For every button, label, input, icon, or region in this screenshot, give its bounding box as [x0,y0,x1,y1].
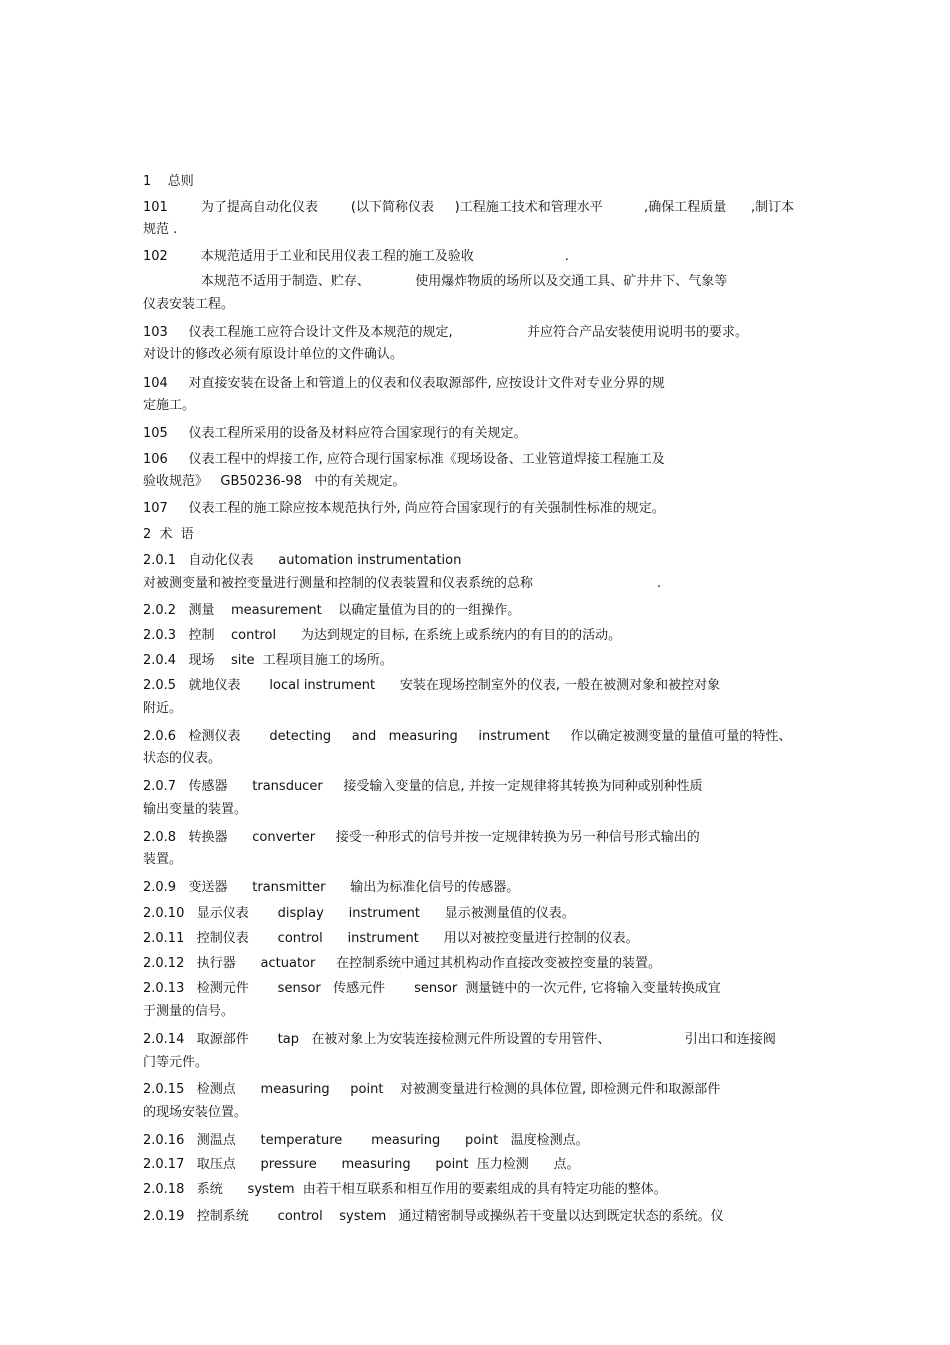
term-line: 2.0.12 执行器 actuator 在控制系统中通过其机构动作直接改变被控变量的装置。 [143,956,662,971]
term-line: 门等元件。 [143,1055,209,1070]
paragraph-line: 103 仪表工程施工应符合设计文件及本规范的规定, 并应符合产品安装使用说明书的要求。 [143,325,748,340]
term-line: 于测量的信号。 [143,1004,235,1019]
section-heading: 1 总则 [143,174,194,189]
paragraph-line: 102 本规范适用于工业和民用仪表工程的施工及验收 . [143,249,569,264]
term-line: 2.0.7 传感器 transducer 接受输入变量的信息, 并按一定规律将其转换为同种或别种性质 [143,779,703,794]
term-line: 2.0.17 取压点 pressure measuring point 压力检测 点。 [143,1157,580,1172]
term-line: 2.0.1 自动化仪表 automation instrumentation [143,553,462,568]
paragraph-line: 107 仪表工程的施工除应按本规范执行外, 尚应符合国家现行的有关强制性标准的规定。 [143,501,665,516]
term-line: 2.0.11 控制仪表 control instrument 用以对被控变量进行控制的仪表。 [143,931,639,946]
term-line: 2.0.13 检测元件 sensor 传感元件 sensor 测量链中的一次元件, 它将输入变量转换成宜 [143,981,721,996]
paragraph-line: 规范 . [143,222,178,237]
term-line: 2.0.8 转换器 converter 接受一种形式的信号并按一定规律转换为另一种信号形式输出的 [143,830,700,845]
term-line: 2.0.14 取源部件 tap 在被对象上为安装连接检测元件所设置的专用管件、 引出口和连接阀 [143,1032,776,1047]
paragraph-line: 验收规范》 GB50236-98 中的有关规定。 [143,474,406,489]
term-line: 装置。 [143,852,183,867]
term-line: 2.0.2 测量 measurement 以确定量值为目的的一组操作。 [143,603,521,618]
paragraph-line: 104 对直接安装在设备上和管道上的仪表和仪表取源部件, 应按设计文件对专业分界的规 [143,376,665,391]
term-line: 状态的仪表。 [143,751,222,766]
term-line: 2.0.15 检测点 measuring point 对被测变量进行检测的具体位置, 即检测元件和取源部件 [143,1082,721,1097]
term-line: 对被测变量和被控变量进行测量和控制的仪表装置和仪表系统的总称 . [143,576,662,591]
paragraph-line: 本规范不适用于制造、贮存、 使用爆炸物质的场所以及交通工具、矿井井下、气象等 [143,274,728,289]
term-line: 的现场安装位置。 [143,1105,248,1120]
section-heading: 2 术 语 [143,527,194,542]
term-line: 2.0.10 显示仪表 display instrument 显示被测量值的仪表。 [143,906,575,921]
paragraph-line: 对设计的修改必须有原设计单位的文件确认。 [143,347,404,362]
term-line: 2.0.6 检测仪表 detecting and measuring instrument 作以确定被测变量的量值可量的特性、 [143,729,792,744]
term-line: 2.0.16 测温点 temperature measuring point 温度检测点。 [143,1133,589,1148]
paragraph-line: 106 仪表工程中的焊接工作, 应符合现行国家标准《现场设备、工业管道焊接工程施工及 [143,452,665,467]
term-line: 2.0.4 现场 site 工程项目施工的场所。 [143,653,393,668]
paragraph-line: 定施工。 [143,398,196,413]
paragraph-line: 105 仪表工程所采用的设备及材料应符合国家现行的有关规定。 [143,426,527,441]
term-line: 2.0.5 就地仪表 local instrument 安装在现场控制室外的仪表, 一般在被测对象和被控对象 [143,678,721,693]
term-line: 2.0.9 变送器 transmitter 输出为标准化信号的传感器。 [143,880,520,895]
term-line: 2.0.19 控制系统 control system 通过精密制导或操纵若干变量以达到既定状态的系统。仪 [143,1209,724,1224]
paragraph-line: 仪表安装工程。 [143,297,235,312]
paragraph-line: 101 为了提高自动化仪表 (以下简称仪表 )工程施工技术和管理水平 ,确保工程质量 ,制订本 [143,200,795,215]
term-line: 附近。 [143,701,183,716]
term-line: 2.0.3 控制 control 为达到规定的目标, 在系统上或系统内的有目的的活动。 [143,628,622,643]
term-line: 输出变量的装置。 [143,802,248,817]
term-line: 2.0.18 系统 system 由若干相互联系和相互作用的要素组成的具有特定功能的整体。 [143,1182,667,1197]
